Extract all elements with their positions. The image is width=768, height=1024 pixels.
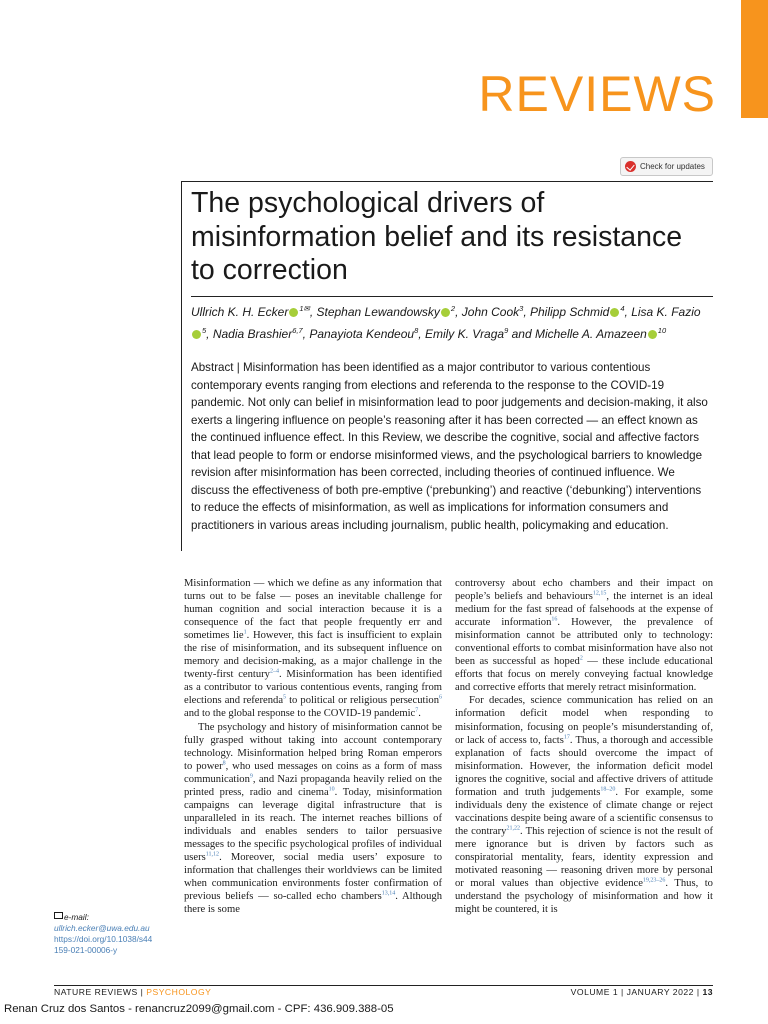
title-left-rule xyxy=(181,181,182,551)
journal-accent: PSYCHOLOGY xyxy=(146,987,212,997)
citation-ref[interactable]: 12,15 xyxy=(592,590,607,597)
author-name[interactable]: Nadia Brashier xyxy=(212,326,293,341)
citation-ref[interactable]: 2–4 xyxy=(269,668,279,675)
citation-ref[interactable]: 21,22 xyxy=(506,825,520,832)
authors-rule xyxy=(191,296,713,297)
article-title: The psychological drivers of misinformation belief and its resistance to correction xyxy=(191,187,683,286)
citation-ref[interactable]: 8 xyxy=(222,760,226,767)
footer-rule xyxy=(54,985,713,986)
body-column-1 xyxy=(184,577,442,916)
citation-ref[interactable]: 1 xyxy=(243,629,247,636)
body-column-2 xyxy=(455,577,713,916)
journal-prefix: NATURE REVIEWS | xyxy=(54,987,147,997)
watermark: Renan Cruz dos Santos - renancruz2099@gmail.com - CPF: 436.909.388-05 xyxy=(4,1003,394,1015)
author-affiliation: 6,7 xyxy=(292,325,303,335)
citation-ref[interactable]: 10 xyxy=(328,786,335,793)
author-name[interactable]: Emily K. Vraga xyxy=(424,326,505,341)
author-name[interactable]: Lisa K. Fazio xyxy=(631,305,701,319)
body-paragraph: For decades, science communication has relied on an information deficit model when responding to misinformation, focusing on people’s misunderstanding of, or lack of access to, facts$^{17}$. Thus, a thorough and accessible explanation of facts should overcome the impact of misinformation. However, the information deficit model ignores the cognitive, social and affective drivers of attitude formation and truth judgements$^{18-20}$. For example, some individuals deny the existence of climate change or reject vaccinations despite being aware of a scientific consensus to the contrary$^{21,22}$. This rejection of science is not the result of mere ignorance but is driven by factors such as conspiratorial mentality, fears, identity expression and motivated reasoning — reasoning driven more by personal or moral values than objective evidence$^{19,23-26}$. Thus, to understand the psychology of misinformation and how it might be countered, it is xyxy=(455,695,713,916)
check-updates-label: Check for updates xyxy=(640,162,705,171)
citation-ref[interactable]: 7 xyxy=(415,707,419,714)
body-paragraph: controversy about echo chambers and their impact on people’s beliefs and behaviours$^{12,15}$, the internet is an ideal medium for the fast spread of falsehoods at the expense of accurate information$^{16}$. However, the prevalence of misinformation cannot be attributed only to technology: conventional efforts to combat misinformation have also not been as successful as hoped$^2$ — these include educational efforts that focus on merely conveying factual knowledge and corrective efforts that merely retract misinformation. xyxy=(455,578,714,694)
doi-link[interactable]: https://doi.org/10.1038/s44159-021-00006-y xyxy=(54,934,153,955)
citation-ref[interactable]: 2 xyxy=(579,655,583,662)
citation-ref[interactable]: 9 xyxy=(249,773,253,780)
citation-ref[interactable]: 18–20 xyxy=(600,786,616,793)
author-name[interactable]: Ullrich K. H. Ecker xyxy=(191,305,289,319)
orcid-icon[interactable] xyxy=(610,308,619,317)
email-label: e-mail: xyxy=(64,912,89,922)
author-affiliation: 4 xyxy=(620,304,625,313)
journal-name xyxy=(54,987,211,997)
email-link[interactable]: ullrich.ecker@uwa.edu.au xyxy=(54,923,150,933)
author-name[interactable]: John Cook xyxy=(461,305,520,319)
body-paragraph: The psychology and history of misinformation cannot be fully grasped without taking into account contemporary technology. Misinformation helped bring Roman emperors to power$^8$, who used messages on coins as a form of mass communication$^9$, and Nazi propaganda heavily relied on the printed press, radio and cinema$^{10}$. Today, misinformation campaigns can leverage digital infrastructure that is unparalleled in its reach. The internet reaches billions of individuals and enables senders to tailor persuasive messages to the specific psychological profiles of individual users$^{11,12}$. Moreover, social media users’ exposure to information that challenges their worldviews can be limited when communication environments foster confirmation of previous beliefs — so-called echo chambers$^{13,14}$. Although there is some xyxy=(184,721,443,916)
author-name[interactable]: Philipp Schmid xyxy=(529,305,610,319)
citation-ref[interactable]: 6 xyxy=(439,694,442,701)
orcid-icon[interactable] xyxy=(441,308,450,317)
author-name[interactable]: Panayiota Kendeou xyxy=(309,326,415,341)
citation-ref[interactable]: 17 xyxy=(563,734,570,741)
author-affiliation: 9 xyxy=(504,325,509,335)
author-affiliation: 8 xyxy=(414,325,419,335)
check-for-updates-button[interactable] xyxy=(620,157,713,176)
orcid-icon[interactable] xyxy=(648,330,657,339)
author-list: Ullrich K. H. Ecker $^{1✉}$, Stephan Lewandowsky $^2$, John Cook$^3$, Philipp Schmid $^4$, Lisa K. Fazio$^5$, Nadia Brashier$^{6,7}$, Panayiota Kendeou$^8$, Emily K. Vraga$^9$ and Michelle A. Amazeen $^{10}$ xyxy=(191,304,701,341)
section-label: REVIEWS xyxy=(478,66,716,122)
author-affiliation: 2 xyxy=(450,304,456,313)
page-number: 13 xyxy=(702,987,713,997)
orcid-icon[interactable] xyxy=(192,330,201,339)
author-affiliation: 10 xyxy=(657,325,667,335)
author-name[interactable]: Michelle A. Amazeen xyxy=(534,326,647,341)
envelope-icon xyxy=(54,912,63,919)
orange-accent-bar xyxy=(741,0,768,118)
check-updates-icon xyxy=(625,161,636,172)
issue-text: VOLUME 1 | JANUARY 2022 | xyxy=(570,987,703,997)
issue-info xyxy=(571,987,713,997)
author-affiliation: 1✉ xyxy=(299,304,310,313)
citation-ref[interactable]: 19,23–26 xyxy=(642,877,666,884)
author-affiliation: 5 xyxy=(202,325,207,335)
author-name[interactable]: Stephan Lewandowsky xyxy=(316,305,440,319)
citation-ref[interactable]: 16 xyxy=(551,616,558,623)
orcid-icon[interactable] xyxy=(289,308,298,317)
abstract: Abstract | Misinformation has been identified as a major contributor to various contentious contemporary events ranging from elections and referenda to the response to the COVID-19 pandemic. Not only can belief in misinformation lead to poor judgements and decision-making, it also exerts a lingering influence on people’s reasoning after it has been corrected — an effect known as the continued influence effect. In this Review, we describe the cognitive, social and affective factors that lead people to form or endorse misinformed views, and the psychological barriers to knowledge revision after misinformation has been corrected, including theories of continued influence. We discuss the effectiveness of both pre-emptive (‘prebunking’) and reactive (‘debunking’) interventions to reduce the effects of misinformation, as well as implications for information consumers and practitioners in various areas including journalism, public health, policymaking and education. xyxy=(191,361,708,532)
body-paragraph: Misinformation — which we define as any information that turns out to be false — poses an inevitable challenge for human cognition and social interaction because it is a consequence of the fact that people frequently err and sometimes lie$^1$. However, this fact is insufficient to explain the rise of misinformation, and its subsequent influence on memory and decision-making, as a major challenge in the twenty-first century$^{2-4}$. Misinformation has been identified as a contributor to various contentious events, ranging from elections and referenda$^5$ to political or religious persecution$^6$ and to the global response to the COVID-19 pandemic$^7$. xyxy=(184,578,442,720)
correspondence-note xyxy=(54,912,154,956)
citation-ref[interactable]: 11,12 xyxy=(205,851,220,858)
citation-ref[interactable]: 5 xyxy=(283,694,287,701)
author-affiliation: 3 xyxy=(519,304,524,313)
citation-ref[interactable]: 13,14 xyxy=(381,890,396,897)
title-top-rule xyxy=(181,181,713,182)
